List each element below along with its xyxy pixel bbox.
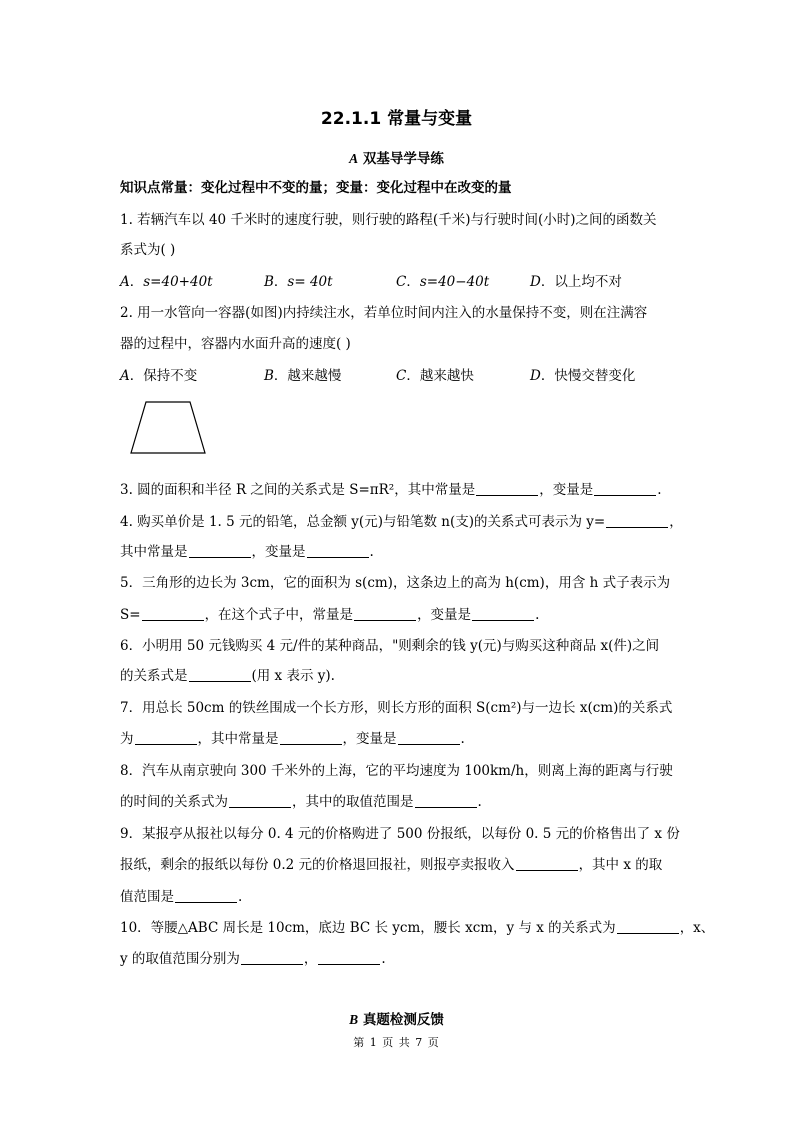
q3-blank-constant[interactable] bbox=[476, 481, 538, 496]
knowledge-point: 知识点常量：变化过程中不变的量；变量：变化过程中在改变的量 bbox=[120, 180, 512, 196]
q4-blank-variable[interactable] bbox=[307, 543, 369, 558]
q6-line1: 6．小明用 50 元钱购买 4 元/件的某种商品，"则剩余的钱 y(元)与购买这种商品 x(件)之间 bbox=[120, 638, 660, 654]
q5-blank-expression[interactable] bbox=[142, 606, 204, 621]
q9-blank-range[interactable] bbox=[175, 888, 237, 903]
page-title: 22.1.1 常量与变量 bbox=[320, 109, 473, 129]
q5-blank-variable[interactable] bbox=[472, 606, 534, 621]
q1-option-c: C．s=40−40t bbox=[396, 274, 490, 290]
q1-option-a: A．s=40+40t bbox=[120, 274, 213, 290]
q10-blank-expression[interactable] bbox=[617, 919, 679, 934]
q7-blank-constant[interactable] bbox=[280, 730, 342, 745]
q9-line3: 值范围是 . bbox=[120, 889, 243, 905]
q6-blank-expression[interactable] bbox=[189, 667, 251, 682]
q1-line1: 1. 若辆汽车以 40 千米时的速度行驶，则行驶的路程(千米)与行驶时间(小时)之间的函数关 bbox=[120, 212, 657, 228]
q3-line: 3. 圆的面积和半径 R 之间的关系式是 S=πR²，其中常量是 ，变量是 . bbox=[120, 482, 662, 498]
q4-blank-constant[interactable] bbox=[189, 543, 251, 558]
q10-blank-y-range[interactable] bbox=[318, 950, 380, 965]
section-b-heading bbox=[0, 1008, 793, 1028]
q2-option-d: D．快慢交替变化 bbox=[530, 368, 636, 384]
q2-option-c: C．越来越快 bbox=[396, 368, 474, 384]
q7-line2: 为 ，其中常量是 ，变量是 . bbox=[120, 731, 465, 747]
q4-blank-expression[interactable] bbox=[606, 513, 668, 528]
q2-option-b: B．越来越慢 bbox=[264, 368, 342, 384]
q2-option-a: A．保持不变 bbox=[120, 368, 198, 384]
q4-line2: 其中常量是 ，变量是 . bbox=[120, 544, 374, 560]
section-b-letter: B bbox=[349, 1012, 359, 1027]
q6-line2: 的关系式是 (用 x 表示 y). bbox=[120, 668, 335, 684]
q1-line2: 系式为( ) bbox=[120, 242, 176, 258]
trapezoid-shape bbox=[131, 402, 205, 453]
q5-blank-constant[interactable] bbox=[354, 606, 416, 621]
q9-blank-income[interactable] bbox=[516, 856, 578, 871]
q4-line1: 4. 购买单价是 1. 5 元的铅笔，总金额 y(元)与铅笔数 n(支)的关系式可表示为 y= ， bbox=[120, 514, 683, 530]
q9-line2: 报纸，剩余的报纸以每份 0.2 元的价格退回报社，则报亭卖报收入 ，其中 x 的取 bbox=[120, 857, 663, 873]
trapezoid-container-figure bbox=[128, 400, 208, 456]
q7-blank-expression[interactable] bbox=[135, 730, 197, 745]
q2-line1: 2. 用一水管向一容器(如图)内持续注水，若单位时间内注入的水量保持不变，则在注满容 bbox=[120, 305, 648, 321]
q2-line2: 器的过程中，容器内水面升高的速度( ) bbox=[120, 336, 351, 352]
q9-line1: 9．某报亭从报社以每分 0. 4 元的价格购进了 500 份报纸，以每份 0. 5 元的价格售出了 x 份 bbox=[120, 826, 680, 842]
q8-line1: 8．汽车从南京驶向 300 千米外的上海，它的平均速度为 100km/h，则离上海的距离与行驶 bbox=[120, 763, 673, 779]
section-a-text: 双基导学导练 bbox=[362, 151, 444, 167]
q5-line1: 5．三角形的边长为 3cm，它的面积为 s(cm)，这条边上的高为 h(cm)，用含 h 式子表示为 bbox=[120, 575, 671, 591]
q1-option-d: D．以上均不对 bbox=[530, 274, 622, 290]
q8-blank-range[interactable] bbox=[415, 793, 477, 808]
q8-blank-expression[interactable] bbox=[229, 793, 291, 808]
q1-option-b: B．s= 40t bbox=[264, 274, 333, 290]
q7-line1: 7．用总长 50cm 的铁丝围成一个长方形，则长方形的面积 S(cm²)与一边长 x(cm)的关系式 bbox=[120, 700, 673, 716]
q10-line2: y 的取值范围分别为 ， . bbox=[120, 951, 386, 967]
section-a-heading bbox=[0, 147, 793, 167]
q10-line1: 10．等腰△ABC 周长是 10cm，底边 BC 长 ycm，腰长 xcm，y 与 x 的关系式为 ，x、 bbox=[120, 920, 715, 936]
section-b-text: 真题检测反馈 bbox=[362, 1012, 444, 1028]
q5-line2: S= ，在这个式子中，常量是 ，变量是 . bbox=[120, 607, 540, 623]
q8-line2: 的时间的关系式为 ，其中的取值范围是 . bbox=[120, 794, 482, 810]
q3-blank-variable[interactable] bbox=[594, 481, 656, 496]
q7-blank-variable[interactable] bbox=[398, 730, 460, 745]
q10-blank-x-range[interactable] bbox=[241, 950, 303, 965]
section-a-letter: A bbox=[349, 151, 359, 166]
page-footer: 第 1 页 共 7 页 bbox=[353, 1036, 440, 1049]
